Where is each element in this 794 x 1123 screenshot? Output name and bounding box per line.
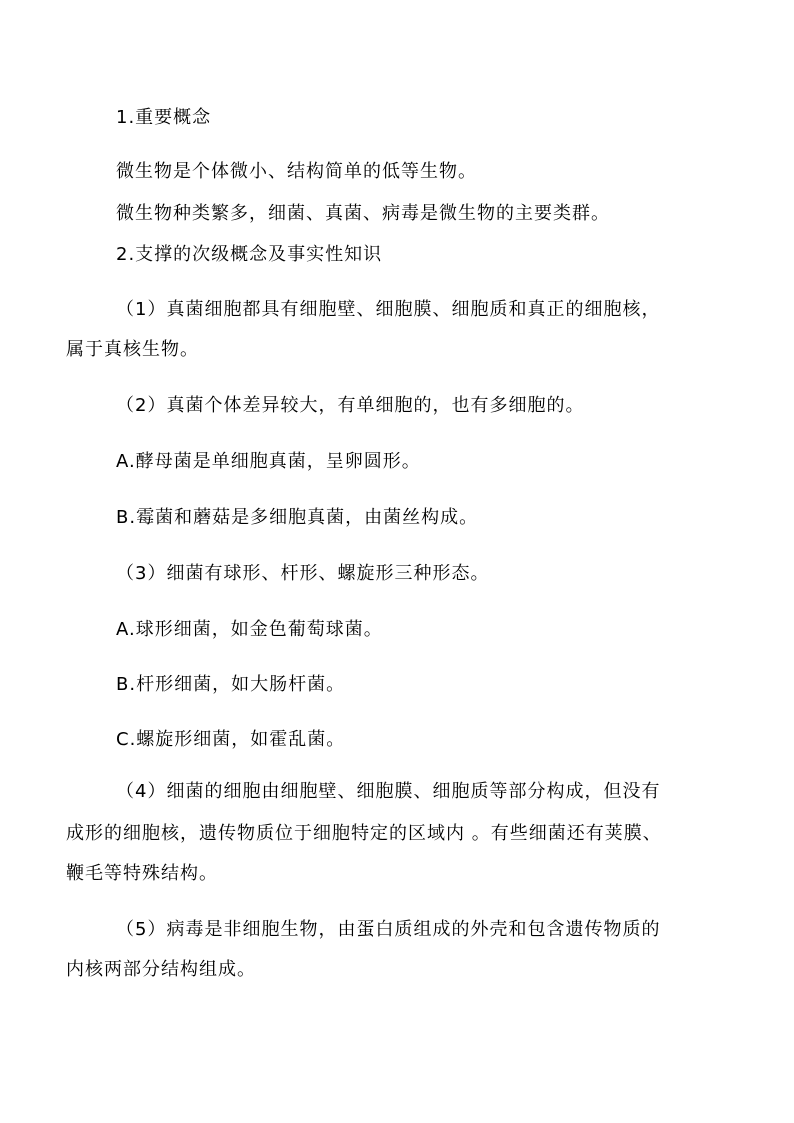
paragraph-line: （1）真菌细胞都具有细胞壁、细胞膜、细胞质和真正的细胞核， — [116, 299, 661, 320]
paragraph-line: （4）细菌的细胞由细胞壁、细胞膜、细胞质等部分构成，但没有 — [116, 781, 661, 802]
list-item: C.螺旋形细菌，如霍乱菌。 — [116, 729, 346, 750]
list-item: A.球形细菌，如金色葡萄球菌。 — [116, 619, 383, 640]
paragraph-line: （2）真菌个体差异较大，有单细胞的，也有多细胞的。 — [116, 395, 585, 416]
paragraph-line: 微生物是个体微小、结构简单的低等生物。 — [116, 161, 477, 182]
paragraph-line: 属于真核生物。 — [66, 339, 199, 360]
paragraph-line: 微生物种类繁多，细菌、真菌、病毒是微生物的主要类群。 — [116, 203, 610, 224]
section-heading-1: 1.重要概念 — [116, 107, 212, 128]
list-item: B.杆形细菌，如大肠杆菌。 — [116, 674, 346, 695]
paragraph-line: （5）病毒是非细胞生物，由蛋白质组成的外壳和包含遗传物质的 — [116, 919, 661, 940]
paragraph-line: 鞭毛等特殊结构。 — [66, 863, 218, 884]
list-item: A.酵母菌是单细胞真菌，呈卵圆形。 — [116, 451, 421, 472]
section-heading-2: 2.支撑的次级概念及事实性知识 — [116, 244, 383, 265]
paragraph-line: （3）细菌有球形、杆形、螺旋形三种形态。 — [116, 563, 490, 584]
paragraph-line: 内核两部分结构组成。 — [66, 959, 256, 980]
list-item: B.霉菌和蘑菇是多细胞真菌，由菌丝构成。 — [116, 507, 479, 528]
paragraph-line: 成形的细胞核，遗传物质位于细胞特定的区域内 。有些细菌还有荚膜、 — [66, 823, 662, 844]
